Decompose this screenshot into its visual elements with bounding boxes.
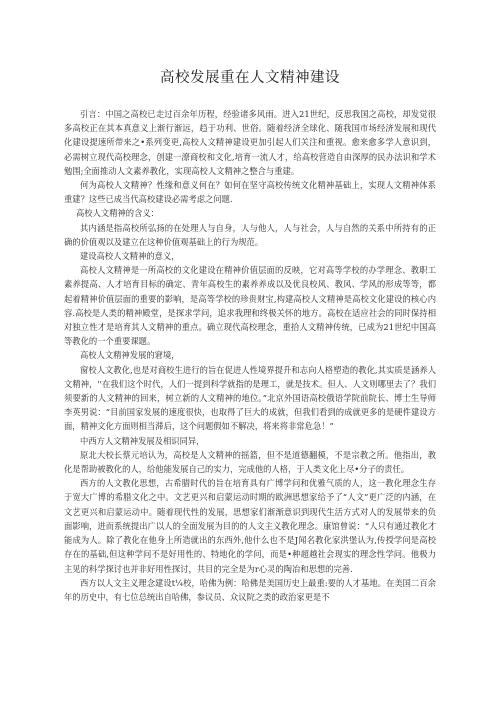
section-heading-significance: 建设高校人文精神的意义， <box>80 251 180 262</box>
paragraph-significance: 高校人文精神是一所高校的文化建设在精神价值层面的反映，它对高等学校的办学理念、教职工素养提高、人才培育目标的确定、青年高校生的素养养成以及优良校风、教风、学风的形成等等，都起着精神价值层面的重要的影响，是高等学校的珍贵财宝,构建高校人文精神是高校文化建设的核心内容.高校是人类的精神殿堂，是探求学问，追求我理和终极关怀的地方。高校在适应社会的同时保持相对独立性才是培育其人文精神的重点。确立现代高校理念，重拾人文精神传统，已成为21世纪中国高等教化的一个重要课题。 <box>64 265 436 347</box>
paragraph-intro: 引言：中国之高校已走过百余年历程，经验诸多风雨。进入21世纪，反思我国之高校，却发觉很多高校正在其本真意义上渐行渐远，趋于功利、世俗。随着经济全球化、随我国市场经济发展和现代化建设提速所带来之•系列变更,高校人文精神建设更加引起人们关注和重视。愈来愈多学人意识到，必需树立现代高校理念，创建一潦商校和文化,培育一流人才，给高校营造自由深厚的民办法识和学术勉围;全面推动人文素养教化，实现高校人文精神之整合与重建。 <box>64 109 436 176</box>
paragraph-cai-yuanpei: 原北大校长蔡元培认为，高校是人文精神的摇篮，但不是道德翻模，不是宗教之所。他指出，教化是帮助被教化的人，给他能发展自己的实力，完成他的人格，于人类文化上尽•分子的责任。 <box>64 449 436 475</box>
paragraph-harvard: 西方以人文主义理念建设t¼校，哈佛为例：哈佛是美国历史上最重:要的人才基地。在美国二百余年的历史中，有七位总统出自哈佛，参议员、众议院之类的政治家更是不 <box>64 577 436 602</box>
paragraph-questions: 何为高校人文精神？性缘和意义何在？如何在坚守高校传统文化精神基础上，实现人文精神体系重建？这些已成当代高校建设必需考虑之问题. <box>64 180 436 205</box>
document-body <box>64 107 436 604</box>
section-heading-meaning: 高校人文精神的含义： <box>76 208 159 219</box>
paragraph-western-thought: 西方的人文教化思想，古希腊时代的旨在培育具有广博学问和优雅气质的人，这一教化理念生存于宽大广博的希腊文化之中。文艺更兴和启蒙运动时期的欧洲思想家给予了“人文”更广泛的内涵，在文艺更兴和启蒙运动中。随着现代性的发展，思想家们渐渐意识到现代生活方式对人的发展带来的负面影响，进而系统提出广以人的全面发展为目的的人文主义教化理念。康馆曾说：“人只有通过教化才能成为人。除了教化在他身上所造就出的东西外,他什么也不是J闻名教化家洪堡认为,传授学问是高校存在的基础,但这种学问不是好用性的、特地化的学问，而是•种超越社会现实的理念性学问。他极力主见的科学探讨也并非好用性探讨，共目的完全是为r心灵的陶冶和思想的完善. <box>64 478 436 574</box>
paragraph-meaning: 其内涵是指高校所弘扬的在处理人与自身，人与他人，人与社会，人与自然的关系中所持有的正确的价值观以及建立在这种价值观基础上的行为规范。 <box>64 222 436 247</box>
section-heading-comparison: 中西方人文精神发展及相识同异， <box>80 435 205 446</box>
section-heading-dilemma: 高校人文精神发展的窘境， <box>80 350 180 361</box>
paragraph-dilemma: 窗校人文教化,也是对商校生进行的旨在促进人性境界提升和志向人格塑造的教化,其实质是涵养人文精神，''在我们这个时代，人们一提到科学就指的是理工，就是技术。但人、人文则哪里去了？我们须要新的人文精神的回来，树立新的人文精神的地位。”北京外国语高校俄语学院前院长、博士生导师李英男说：“目前国家发展的速度很快，也取得了巨大的成就，但我们看到的成就更多的是硬件建设方面，精神文化方面则相当滞后，这个问题假如不解决，将来将非常危急！” <box>64 364 436 432</box>
document-title: 高校发展重在人文精神建设 <box>160 70 340 86</box>
